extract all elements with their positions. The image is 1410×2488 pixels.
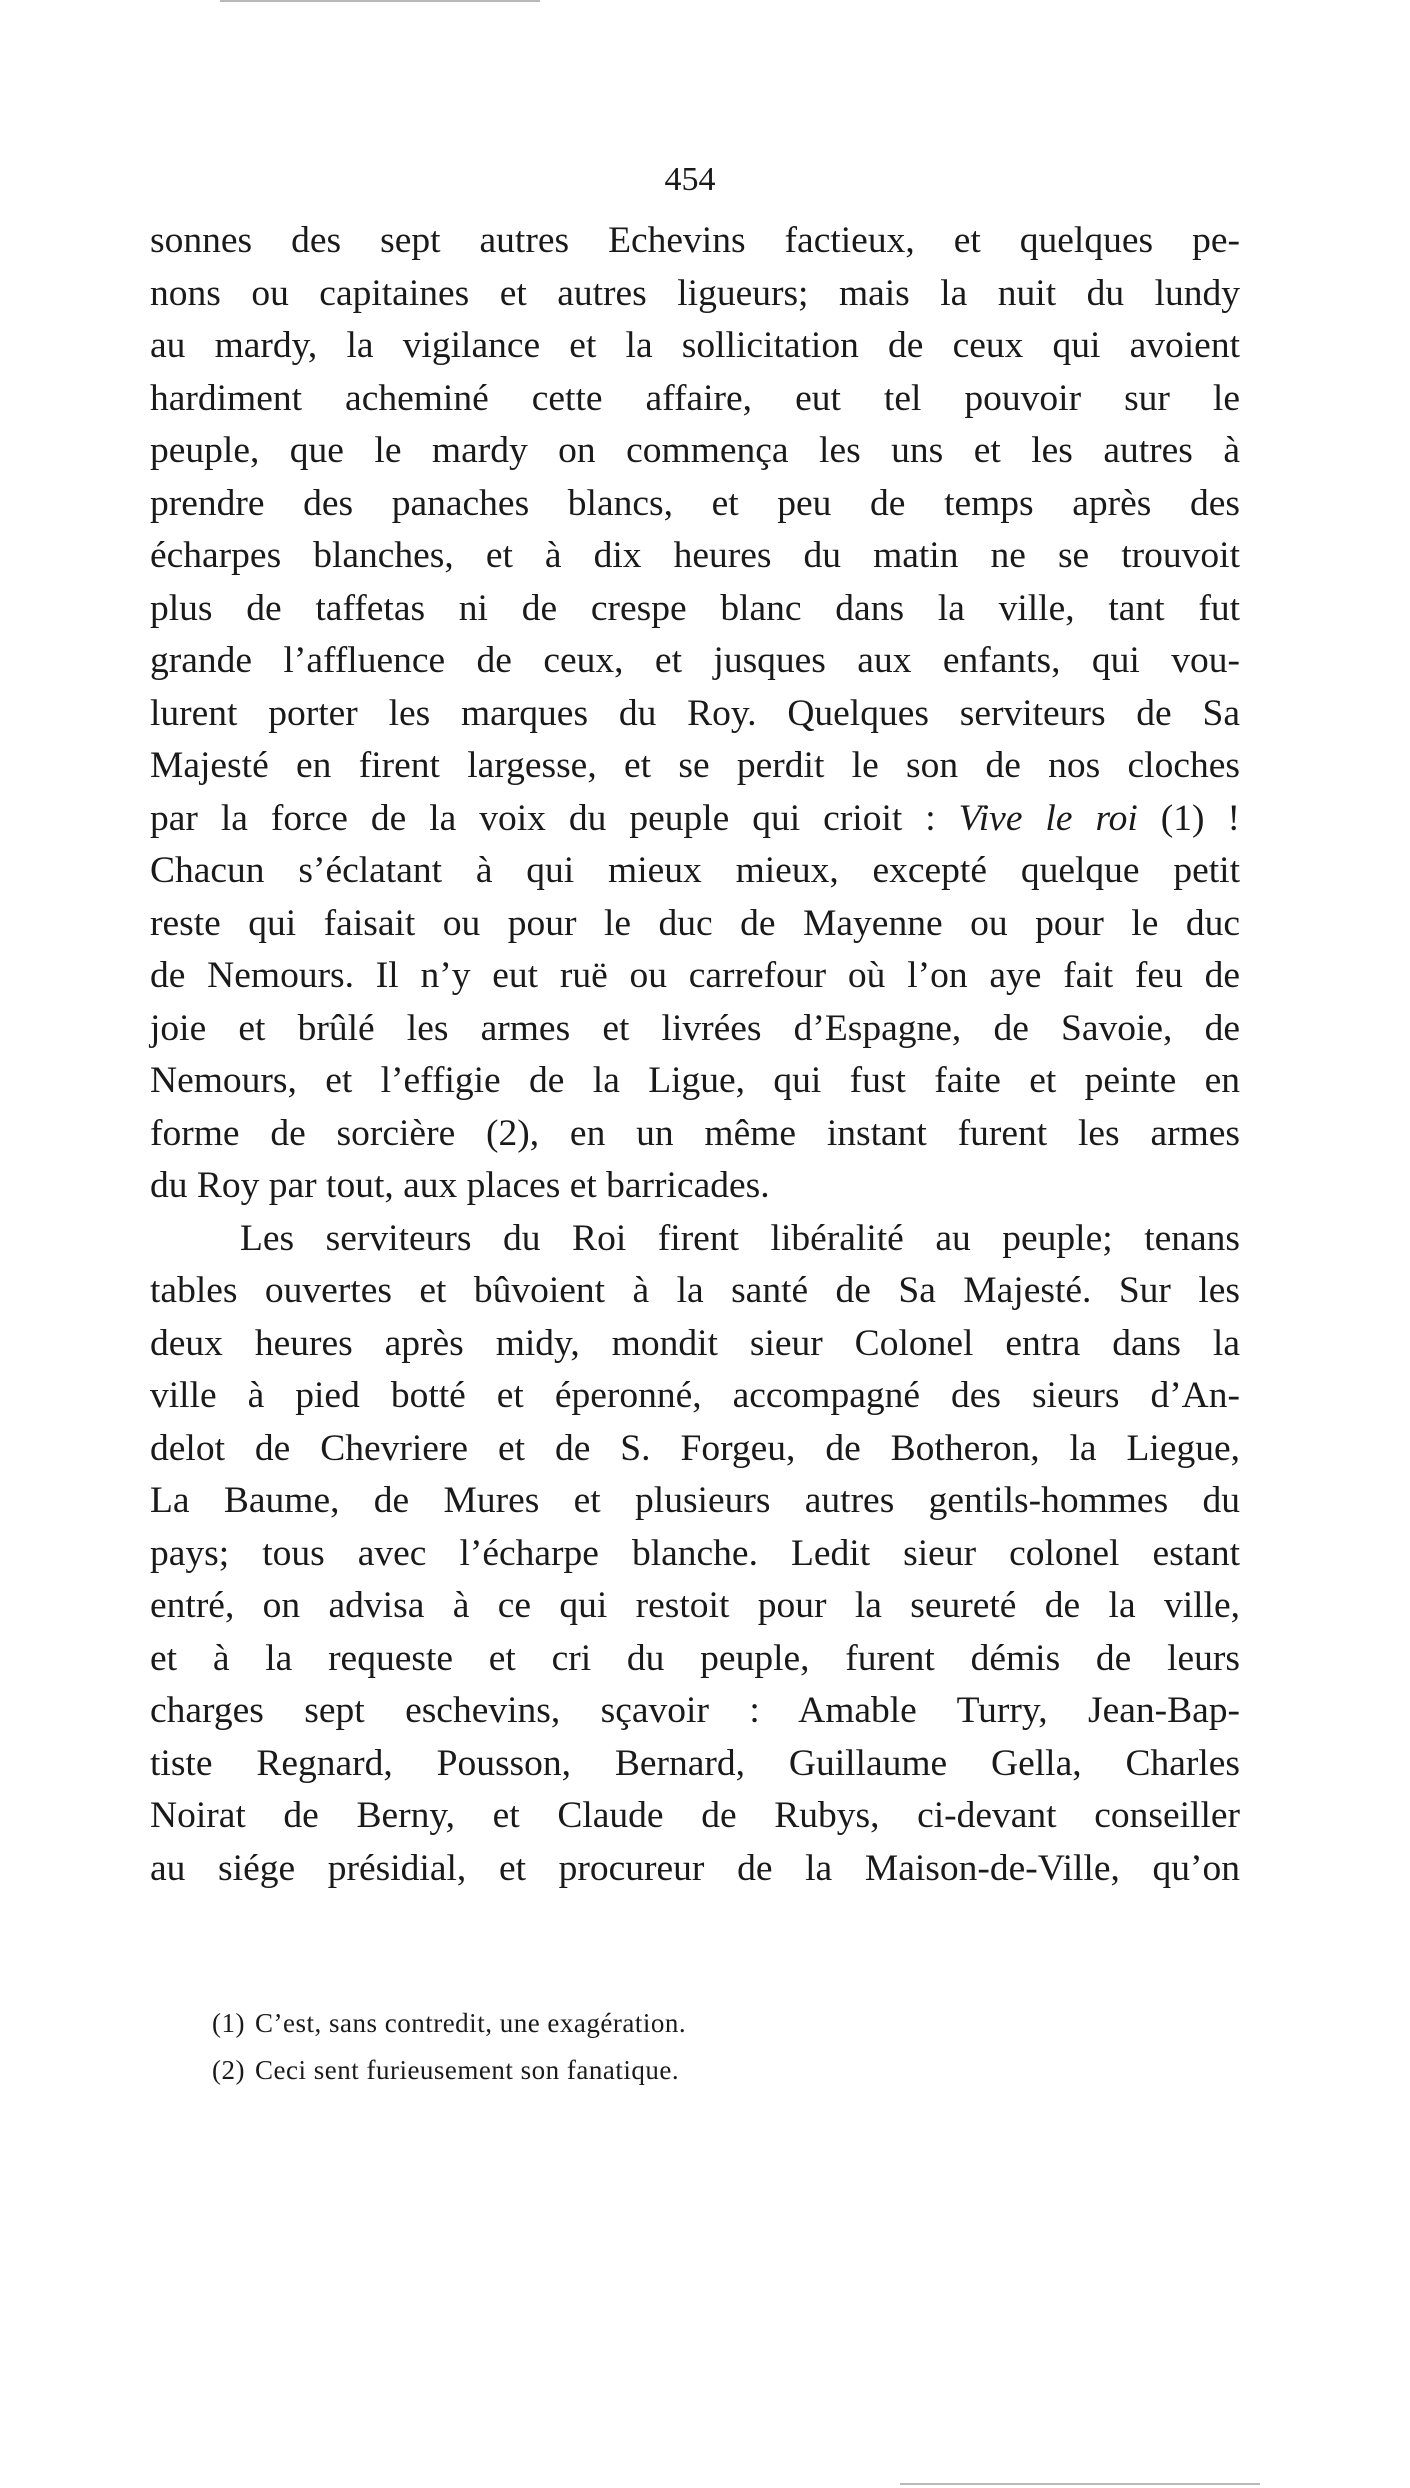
text-line: deux heures après midy, mondit sieur Colonel entra dans la [150, 1322, 1240, 1364]
footnote-text: Ceci sent furieusement son fanatique. [254, 2055, 680, 2085]
text-line: et à la requeste et cri du peuple, furent démis de leurs [150, 1637, 1240, 1679]
text-line: forme de sorcière (2), en un même instant furent les armes [150, 1112, 1240, 1154]
text-segment: par la force de la voix du peuple qui crioit : [150, 797, 959, 839]
italic-exclamation: Vive le roi [958, 797, 1138, 839]
text-line: plus de taffetas ni de crespe blanc dans la ville, tant fut [150, 587, 1240, 629]
footnote-mark: (1) [212, 2008, 245, 2038]
bottom-scan-rule [900, 2483, 1260, 2485]
text-line-with-italic [150, 793, 1240, 846]
text-line: de Nemours. Il n’y eut ruë ou carrefour où l’on aye fait feu de [150, 955, 1240, 996]
text-line: Nemours, et l’effigie de la Ligue, qui fust faite et peinte en [150, 1060, 1240, 1101]
top-scan-rule [220, 0, 540, 2]
text-line: charges sept eschevins, sçavoir : Amable Turry, Jean-Bap- [150, 1690, 1240, 1731]
text-line: au siége présidial, et procureur de la Maison-de-Ville, qu’on [150, 1847, 1240, 1889]
text-line: Noirat de Berny, et Claude de Rubys, ci-devant conseiller [150, 1795, 1240, 1836]
text-line: delot de Chevriere et de S. Forgeu, de Botheron, la Liegue, [150, 1427, 1240, 1469]
footnote-mark: (2) [212, 2055, 245, 2085]
footnote-text: C’est, sans contredit, une exagération. [254, 2008, 687, 2038]
footnote-2 [212, 2047, 686, 2094]
text-line: entré, on advisa à ce qui restoit pour la seureté de la ville, [150, 1585, 1240, 1626]
text-line: grande l’affluence de ceux, et jusques aux enfants, qui vou- [150, 640, 1240, 681]
text-line: La Baume, de Mures et plusieurs autres gentils-hommes du [150, 1480, 1240, 1521]
footnotes [212, 2000, 686, 2094]
text-line: au mardy, la vigilance et la sollicitation de ceux qui avoient [150, 325, 1240, 366]
paragraph-start-line: Les serviteurs du Roi firent libéralité au peuple; tenans [240, 1217, 1240, 1259]
text-line: Majesté en firent largesse, et se perdit le son de nos cloches [150, 745, 1240, 786]
text-line: ville à pied botté et éperonné, accompagné des sieurs d’An- [150, 1375, 1240, 1416]
footnote-1 [212, 2000, 686, 2047]
text-line: pays; tous avec l’écharpe blanche. Ledit sieur colonel estant [150, 1532, 1240, 1574]
text-line: Chacun s’éclatant à qui mieux mieux, excepté quelque petit [150, 850, 1240, 891]
text-line: nons ou capitaines et autres ligueurs; mais la nuit du lundy [150, 272, 1240, 314]
text-line: sonnes des sept autres Echevins factieux, et quelques pe- [150, 220, 1240, 261]
text-line: reste qui faisait ou pour le duc de Mayenne ou pour le duc [150, 902, 1240, 944]
text-line: prendre des panaches blancs, et peu de temps après des [150, 482, 1240, 524]
paragraph-end-line: du Roy par tout, aux places et barricades. [150, 1165, 770, 1206]
text-line: hardiment acheminé cette affaire, eut tel pouvoir sur le [150, 377, 1240, 419]
text-line: joie et brûlé les armes et livrées d’Espagne, de Savoie, de [150, 1007, 1240, 1049]
footnote-ref-1: (1) ! [1137, 797, 1240, 839]
text-line: peuple, que le mardy on commença les uns et les autres à [150, 430, 1240, 471]
page-number: 454 [664, 161, 716, 198]
text-line: tiste Regnard, Pousson, Bernard, Guillaume Gella, Charles [150, 1742, 1240, 1784]
text-line: lurent porter les marques du Roy. Quelques serviteurs de Sa [150, 692, 1240, 734]
text-line: écharpes blanches, et à dix heures du matin ne se trouvoit [150, 535, 1240, 576]
body-text [150, 215, 1240, 1895]
text-line: tables ouvertes et bûvoient à la santé de Sa Majesté. Sur les [150, 1270, 1240, 1311]
